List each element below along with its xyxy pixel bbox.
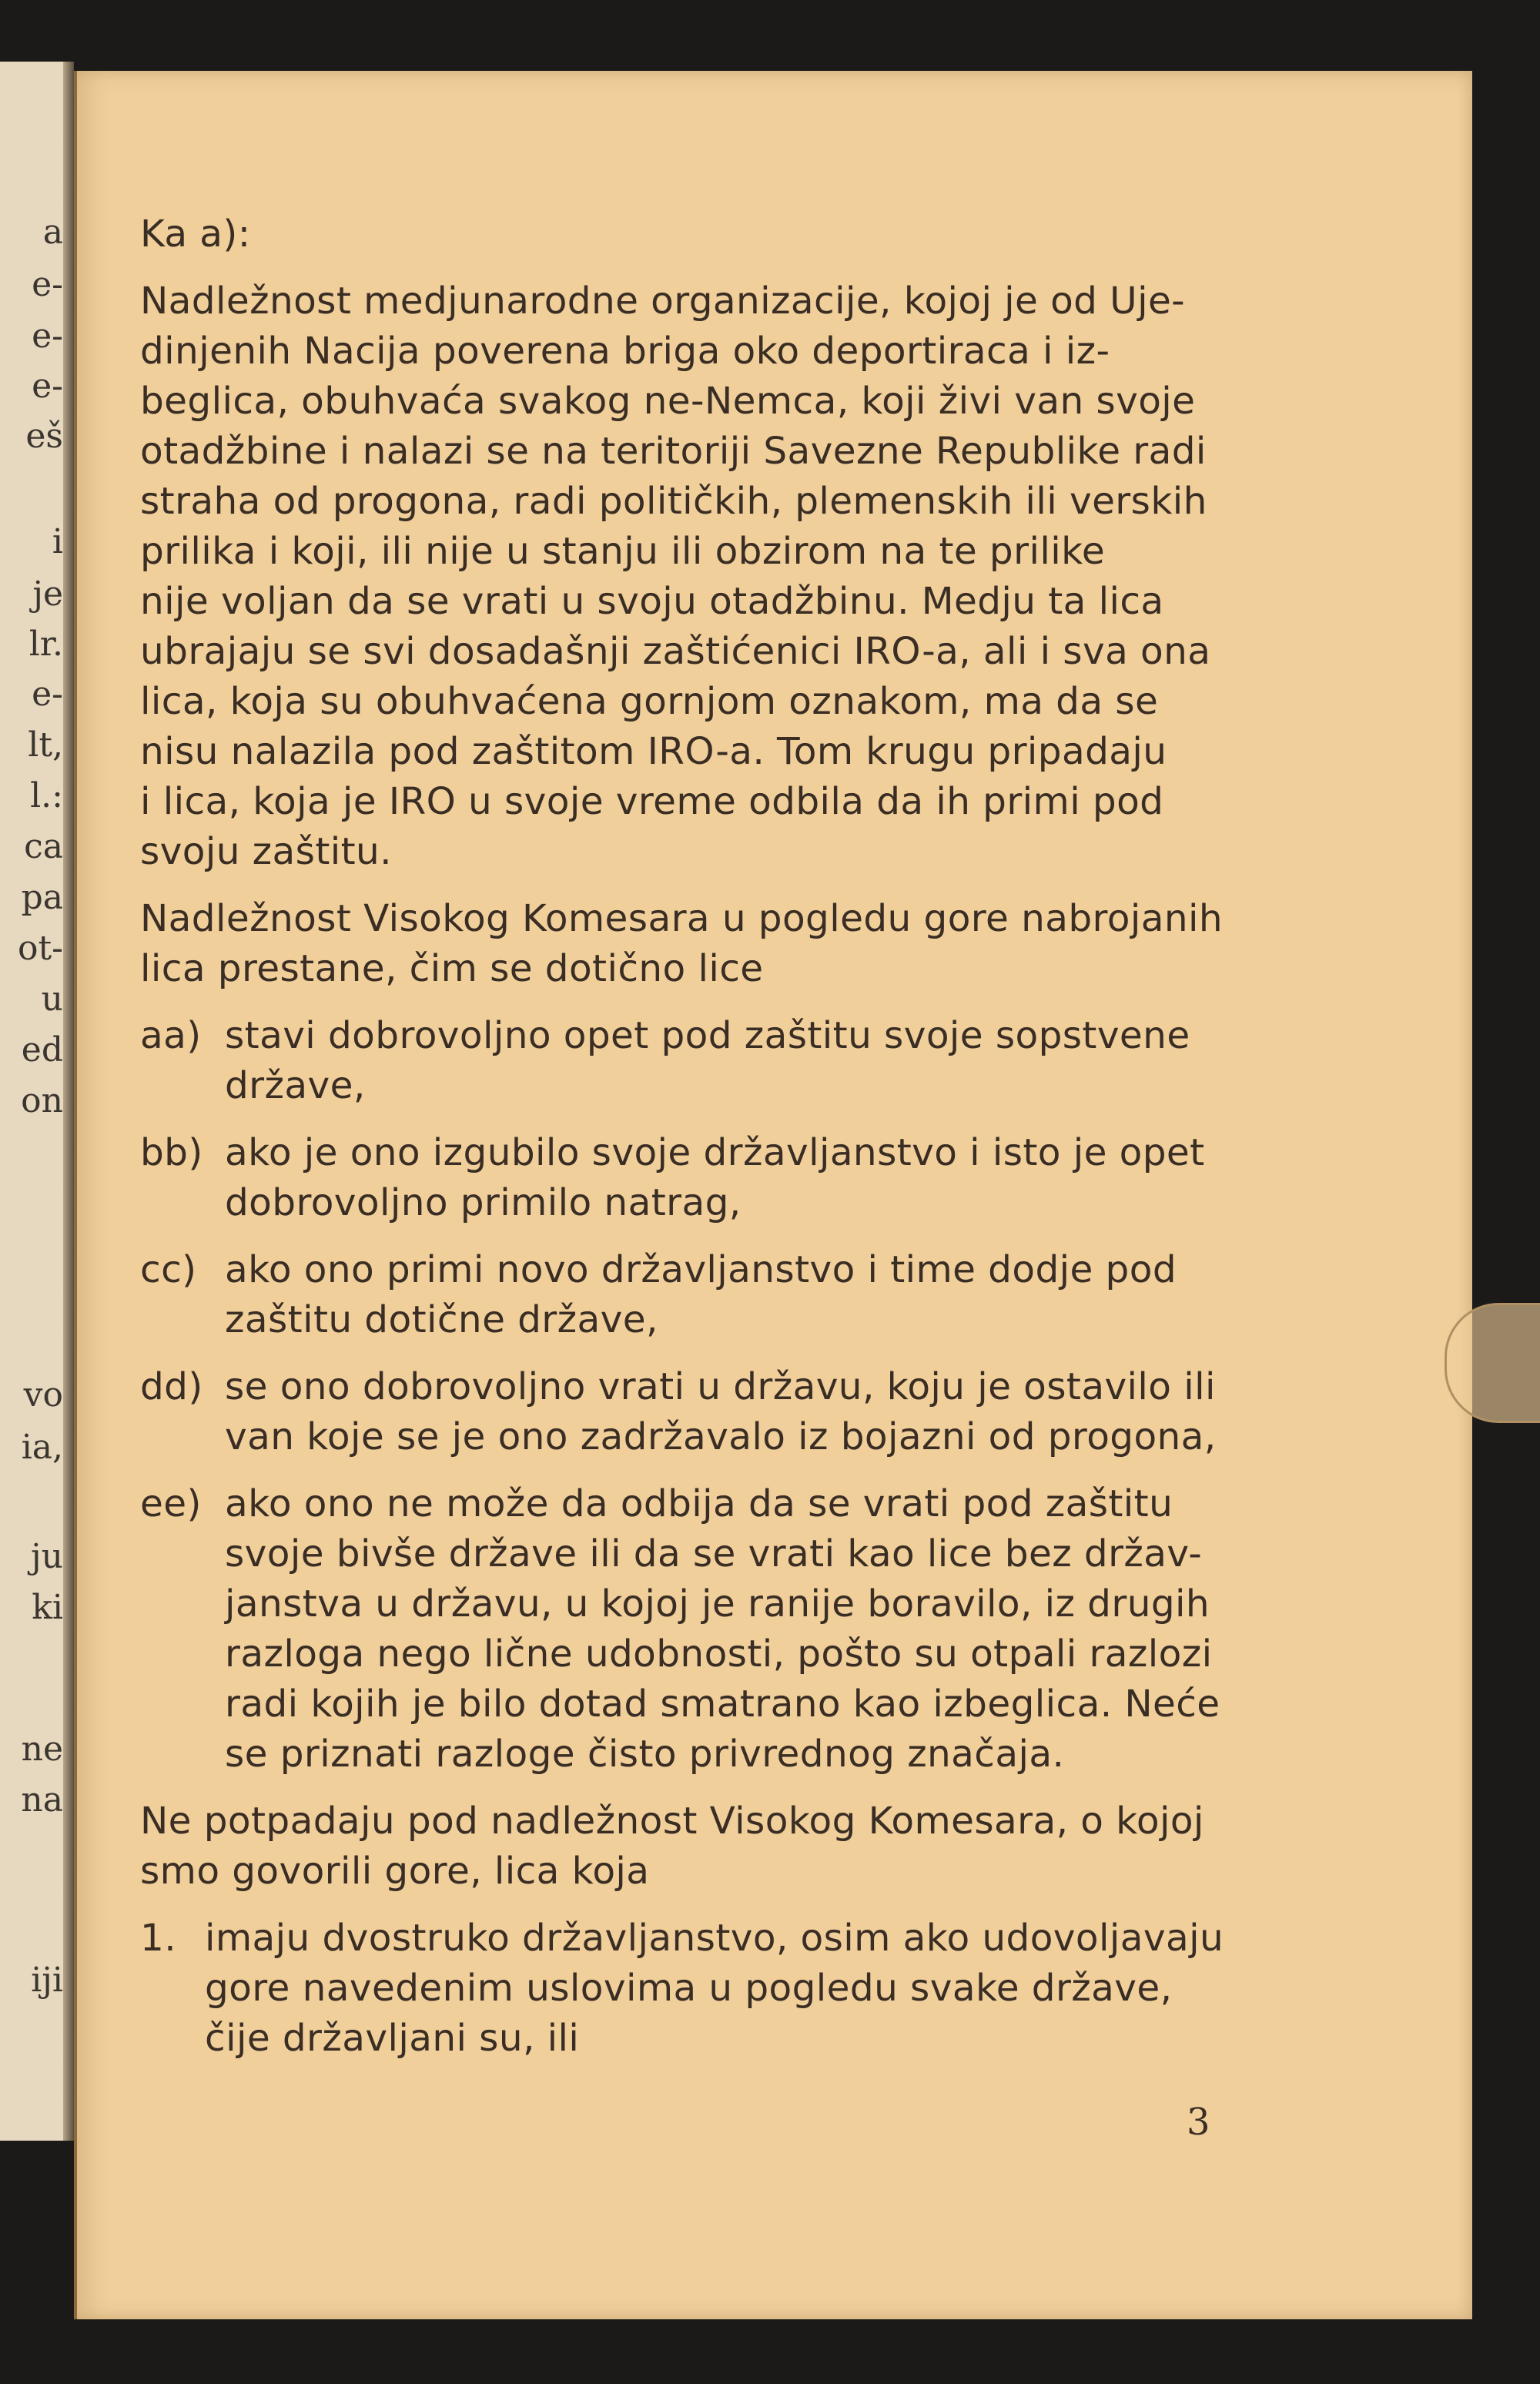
condition-line: stavi dobrovoljno opet pod zaštitu svoje sopstvene [225,1014,1190,1057]
left-fragment: l.: [30,776,63,815]
exclusion-line: imaju dvostruko državljanstvo, osim ako udovoljavaju [205,1917,1224,1960]
paragraph-line: smo govorili gore, lica koja [140,1850,650,1893]
paragraph-line: prilika i koji, ili nije u stanju ili obzirom na te prilike [140,530,1106,573]
condition-item-dd [140,1362,1388,1462]
paragraph-line: Nadležnost Visokog Komesara u pogledu gore nabrojanih [140,897,1224,940]
condition-label: cc) [140,1248,197,1291]
left-fragment: e- [32,265,63,304]
paragraph-2 [140,894,1388,994]
paragraph-line: beglica, obuhvaća svakog ne-Nemca, koji živi van svoje [140,380,1196,423]
section-heading: Ka a): [140,213,251,256]
condition-line: dobrovoljno primilo natrag, [225,1181,742,1224]
document-page [74,71,1472,2319]
exclusion-line: gore navedenim uslovima u pogledu svake države, [205,1967,1173,2010]
page-tab-mark [1445,1303,1540,1423]
left-fragment: vo [23,1375,63,1415]
paragraph-line: straha od progona, radi političkih, plemenskih ili verskih [140,480,1207,523]
paragraph-line: lica, koja su obuhvaćena gornjom oznakom, ma da se [140,680,1159,723]
condition-label: bb) [140,1131,203,1174]
condition-item-cc [140,1245,1388,1345]
condition-line: se priznati razloge čisto privrednog značaja. [225,1733,1065,1776]
paragraph-line: nisu nalazila pod zaštitom IRO-a. Tom krugu pripadaju [140,730,1167,773]
condition-line: ako ono ne može da odbija da se vrati pod zaštitu [225,1482,1173,1525]
condition-item-ee [140,1479,1388,1780]
exclusion-line: čije državljani su, ili [205,2017,580,2060]
condition-label: dd) [140,1365,203,1408]
condition-line: radi kojih je bilo dotad smatrano kao izbeglica. Neće [225,1683,1220,1726]
left-fragment: lr. [28,624,63,664]
paragraph-line: Nadležnost medjunarodne organizacije, kojoj je od Uje- [140,280,1186,323]
exclusion-label: 1. [140,1917,177,1960]
left-fragment: a [42,213,63,252]
condition-line: ako ono primi novo državljanstvo i time dodje pod [225,1248,1177,1291]
paragraph-1 [140,276,1388,877]
condition-line: se ono dobrovoljno vrati u državu, koju je ostavilo ili [225,1365,1216,1408]
left-fragment: i [52,522,63,561]
paragraph-line: dinjenih Nacija poverena briga oko deportiraca i iz- [140,330,1110,373]
page-text [140,209,1388,2064]
page-number: 3 [1187,2101,1210,2144]
paragraph-line: Ne potpadaju pod nadležnost Visokog Komesara, o kojoj [140,1800,1204,1843]
left-fragment: ca [24,827,63,866]
condition-line: države, [225,1064,366,1107]
left-fragment: eš [25,417,63,456]
condition-line: razloga nego lične udobnosti, pošto su otpali razlozi [225,1632,1213,1676]
left-fragment: ne [21,1729,63,1769]
book-spine [63,62,74,2141]
left-fragment: pa [21,878,63,917]
left-fragment: na [21,1780,63,1820]
left-fragment: e- [32,675,63,714]
left-fragment: ki [32,1588,63,1627]
condition-line: ako je ono izgubilo svoje državljanstvo i isto je opet [225,1131,1205,1174]
left-fragment: ia, [21,1428,63,1467]
left-fragment: lt, [28,725,63,765]
condition-line: svoje bivše države ili da se vrati kao lice bez držav- [225,1532,1203,1575]
paragraph-line: ubrajaju se svi dosadašnji zaštićenici IRO-a, ali i sva ona [140,630,1211,673]
condition-item-bb [140,1128,1388,1228]
left-fragment: ju [31,1537,63,1576]
left-fragment: ot- [17,929,63,968]
paragraph-line: nije voljan da se vrati u svoju otadžbinu. Medju ta lica [140,580,1164,623]
left-fragment: ed [21,1030,63,1070]
condition-label: ee) [140,1482,202,1525]
condition-line: van koje se je ono zadržavalo iz bojazni od progona, [225,1415,1217,1458]
left-fragment: u [41,979,63,1019]
condition-item-aa [140,1011,1388,1111]
left-fragment: e- [32,367,63,406]
condition-label: aa) [140,1014,202,1057]
exclusion-item-1 [140,1914,1388,2064]
left-fragment: on [21,1081,63,1120]
paragraph-line: i lica, koja je IRO u svoje vreme odbila da ih primi pod [140,780,1164,823]
paragraph-line: svoju zaštitu. [140,830,392,873]
paragraph-line: otadžbine i nalazi se na teritoriji Savezne Republike radi [140,430,1207,473]
left-fragment: iji [31,1960,63,2000]
left-fragment: je [32,574,63,614]
condition-line: janstva u državu, u kojoj je ranije boravilo, iz drugih [225,1582,1210,1626]
gutter-edge [74,71,77,2319]
paragraph-line: lica prestane, čim se dotično lice [140,947,764,990]
condition-line: zaštitu dotične države, [225,1298,658,1341]
paragraph-3 [140,1796,1388,1897]
left-fragment: e- [32,316,63,356]
